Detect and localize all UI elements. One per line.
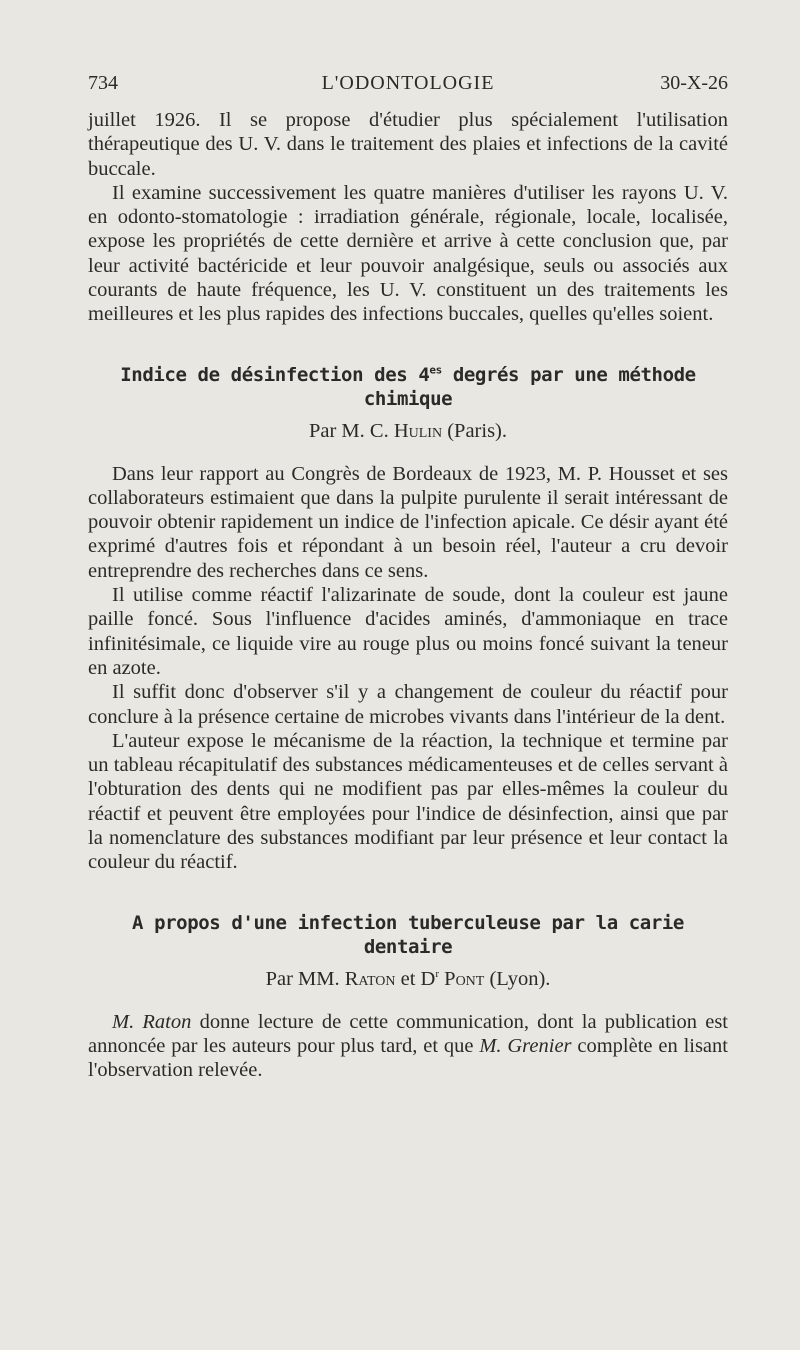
issue-date: 30-X-26 [660, 72, 728, 94]
byline [88, 967, 728, 991]
paragraph-text: complète en lisant l'observation relevée. [88, 1034, 728, 1082]
author-name: Hulin [393, 420, 443, 443]
italic-name: M. Raton [112, 1010, 192, 1033]
heading-superscript: es [429, 363, 442, 377]
byline-text: Par MM. [265, 968, 345, 991]
page-number: 734 [88, 72, 118, 94]
byline-text: et D [395, 968, 436, 991]
byline-text: Par M. C. [308, 420, 394, 443]
section-heading [88, 363, 728, 412]
paragraph: Dans leur rapport au Congrès de Bordeaux de 1923, M. P. Housset et ses collaborateurs estimaient que dans la pulpite purulente il serait intéressant de pouvoir obtenir rapidement un indice de l'infection apicale. Ce désir ayant été exprimé d'autres fois et répondant à un besoin réel, l'auteur a cru devoir entreprendre des recherches dans ce sens. [88, 462, 728, 582]
paragraph: Il utilise comme réactif l'alizarinate de soude, dont la couleur est jaune paille foncé. Sous l'influence d'acides aminés, d'ammoniaque en trace infinitésimale, ce liquide vire au rouge plus ou moins foncé suivant la teneur en azote. [88, 584, 728, 679]
paragraph: juillet 1926. Il se propose d'étudier plus spécialement l'utilisation thérapeutique des U. V. dans le traitement des plaies et infections de la cavité buccale. [88, 109, 728, 180]
running-header [88, 72, 728, 100]
byline-superscript: r [435, 968, 440, 981]
author-name: Raton [344, 968, 396, 991]
paragraph-text: donne lecture de cette communication, dont la publication est annoncée par les auteurs pour plus tard, et que [88, 1010, 728, 1057]
byline-text: (Paris). [442, 420, 507, 443]
heading-text: degrés par une méthode chimique [363, 363, 696, 410]
heading-text: Indice de désinfection des 4 [120, 363, 430, 386]
italic-name: M. Grenier [479, 1034, 572, 1057]
section-heading: A propos d'une infection tuberculeuse par la carie dentaire [132, 911, 684, 958]
journal-title: L'ODONTOLOGIE [321, 72, 495, 94]
byline-text: (Lyon). [484, 968, 551, 991]
paragraph: Il suffit donc d'observer s'il y a changement de couleur du réactif pour conclure à la présence certaine de microbes vivants dans l'intérieur de la dent. [88, 681, 728, 728]
paragraph: Il examine successivement les quatre manières d'utiliser les rayons U. V. en odonto-stomatologie : irradiation générale, régionale, locale, localisée, expose les propriétés de cette dernière et arrive à cette conclusion que, par leur activité bactéricide et leur pouvoir analgésique, seuls ou associés aux courants de haute fréquence, les U. V. constituent un des traitements les meilleures et les plus rapides des infections buccales, quelles qu'elles soient. [88, 181, 728, 326]
author-name: Pont [439, 968, 485, 991]
byline [88, 419, 728, 443]
paragraph: L'auteur expose le mécanisme de la réaction, la technique et termine par un tableau récapitulatif des substances médicamenteuses et de celles servant à l'obturation des dents qui ne modifient pas par elles-mêmes la couleur du réactif et peuvent être employées pour l'indice de désinfection, ainsi que par la nomenclature des substances modifiant par leur présence et leur contact la couleur du réactif. [88, 729, 728, 874]
article-body [88, 108, 728, 1082]
paragraph [88, 1010, 728, 1083]
